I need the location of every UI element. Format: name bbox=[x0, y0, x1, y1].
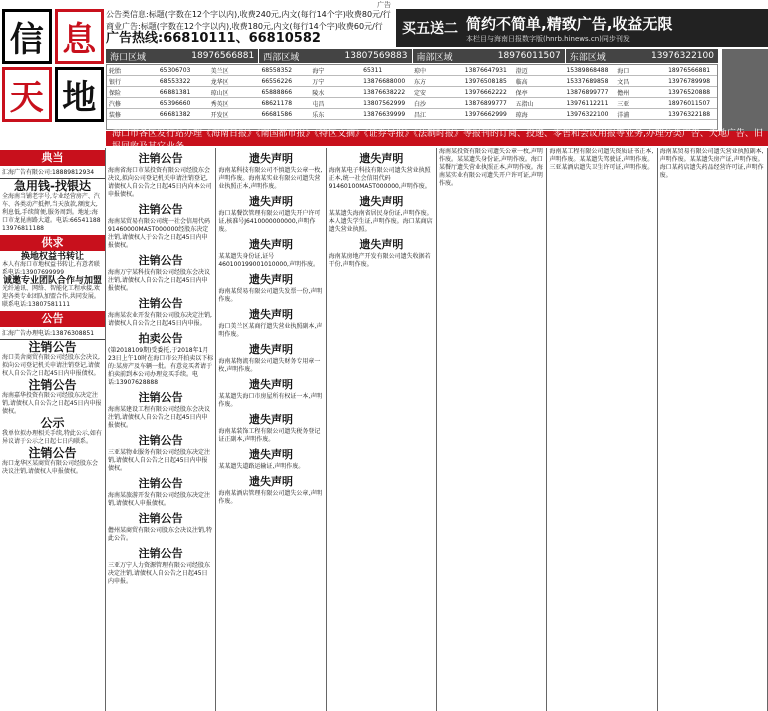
notice-title: 注销公告 bbox=[138, 297, 183, 310]
directory-cell: 汽修 bbox=[109, 100, 122, 108]
notice-body: 海南某农业开发有限公司股东决定注销,请债权人自公告之日起45日内申报。 bbox=[108, 312, 212, 327]
notice-body: 海南某科技有限公司不慎遗失公章一枚,声明作废。海南某实业有限公司遗失营业执照正本,声明作废。 bbox=[218, 167, 323, 190]
notice-title: 遗失声明 bbox=[248, 195, 293, 208]
directory-cell: 东方 bbox=[413, 78, 426, 86]
directory-cell: 澄迈 bbox=[515, 67, 528, 75]
notice-body: 海南某电子科技有限公司遗失营业执照正本,统一社会信用代码91460100MA5T000000,声明作废。 bbox=[328, 167, 431, 190]
notice-title: 注销公告 bbox=[138, 152, 183, 165]
directory-cell: 66681586 bbox=[261, 110, 293, 118]
ad-title: 换地权益书转让 bbox=[20, 252, 84, 262]
directory-cell: 65396660 bbox=[159, 99, 191, 107]
notice-title: 遗失声明 bbox=[248, 475, 293, 488]
notice-title: 注销公告 bbox=[138, 512, 183, 525]
directory-cell: 龙华区 bbox=[210, 78, 229, 86]
directory-cell: 13876647931 bbox=[464, 66, 507, 74]
notice-body: 三亚万宁人力资源管理有限公司经股东决定注销,请债权人自公告之日起45日内申报。 bbox=[108, 562, 211, 585]
notice-column bbox=[327, 148, 437, 711]
notice-title: 公示 bbox=[40, 416, 65, 430]
pricing-line: 商业广告:标题(字数在12个字以内),收费180元,内文(每行14个字)收费60元/行 bbox=[106, 22, 383, 31]
logo bbox=[2, 9, 104, 117]
left-column bbox=[0, 148, 106, 711]
page-tag: 广告 bbox=[377, 1, 391, 9]
notice-body: 某某遗失身份证,证号460100199001010000,声明作废。 bbox=[218, 253, 319, 268]
directory-cell: 13976662999 bbox=[464, 110, 507, 118]
section-contact: 汇海广告有限公司:18889812934 bbox=[0, 168, 105, 179]
notice-title: 遗失声明 bbox=[248, 448, 293, 461]
notice-body: 海南某投资有限公司遗失公章一枚,声明作废。某某遗失身份证,声明作废。海口某餐厅遗失营业执照正本,声明作废。海南某实业有限公司遗失开户许可证,声明作废。 bbox=[439, 148, 543, 187]
directory-cell: 15389868488 bbox=[566, 66, 609, 74]
ad-title: 急用钱-找银达 bbox=[14, 179, 91, 193]
notice-title: 注销公告 bbox=[28, 378, 77, 392]
directory-cell: 13976520888 bbox=[668, 88, 711, 96]
directory-cell: 66881381 bbox=[159, 88, 191, 96]
directory-cell: 13876688000 bbox=[363, 77, 406, 85]
pricing-info bbox=[106, 9, 398, 47]
directory-cell: 临高 bbox=[515, 78, 528, 86]
notice-body: 海南某建设工程有限公司经股东会决议注销,请债权人自公告之日起45日内申报债权。 bbox=[108, 406, 211, 429]
pricing-line: 公告类信息:标题(字数在12个字以内),收费240元,内文(每行14个字)收费80元/行 bbox=[106, 10, 391, 19]
directory-cell: 13976322188 bbox=[668, 110, 711, 118]
notice-title: 注销公告 bbox=[138, 477, 183, 490]
directory-cell: 定安 bbox=[413, 89, 426, 97]
region-bar bbox=[106, 49, 718, 63]
notice-body: (第2018109期)受委托,于2018年1月23日上午10时在海口市公开拍卖以下标的:某房产及车辆一批。有意竞买者请于拍卖前到本公司办理竞买手续。电话:13907628888 bbox=[108, 347, 214, 386]
notice-body: 海南某物流有限公司遗失财务专用章一枚,声明作废。 bbox=[218, 358, 321, 373]
logo-char: 息 bbox=[55, 9, 105, 64]
directory-cell: 银行 bbox=[109, 78, 122, 86]
directory-cell: 琼海 bbox=[515, 111, 528, 119]
promo-banner bbox=[396, 9, 768, 47]
directory-cell: 13976322100 bbox=[566, 110, 609, 118]
notice-body: 海南某贸易有限公司遗失发票一份,声明作废。 bbox=[218, 288, 323, 303]
directory-cell: 13976508185 bbox=[464, 77, 507, 85]
directory-cell: 开发区 bbox=[210, 111, 229, 119]
directory-cell: 68621178 bbox=[261, 99, 293, 107]
logo-char: 地 bbox=[55, 67, 105, 122]
directory-cell: 洋浦 bbox=[617, 111, 630, 119]
logo-char: 天 bbox=[2, 67, 52, 122]
directory-cell: 65311 bbox=[363, 66, 383, 74]
notice-body: 海南嘉华投资有限公司经股东决定注销,请债权人自公告之日起45日内申报债权。 bbox=[2, 392, 102, 415]
directory-cell: 保亭 bbox=[515, 89, 528, 97]
directory-row bbox=[107, 98, 717, 109]
directory-cell: 屯昌 bbox=[312, 100, 325, 108]
directory-cell: 13876638222 bbox=[363, 88, 406, 96]
notice-body: 海南省海口市某投资有限公司经股东会决议,拟向公司登记机关申请注销登记,请债权人自公告之日起45日内向本公司申报债权。 bbox=[108, 167, 212, 198]
directory-cell: 13976789998 bbox=[668, 77, 711, 85]
notice-body: 海南某贸易有限公司遗失营业执照副本,声明作废。某某遗失房产证,声明作废。海口某药店遗失药品经营许可证,声明作废。 bbox=[659, 148, 764, 179]
ad-title: 诚邀专业团队合作与加盟 bbox=[2, 276, 102, 286]
directory-row bbox=[107, 76, 717, 87]
notice-body: 儋州某商贸有限公司股东会决议注销,特此公告。 bbox=[108, 527, 212, 542]
section-header: 供求 bbox=[0, 235, 105, 251]
notice-body: 三亚某物业服务有限公司经股东决定注销,请债权人自公告之日起45日内申报债权。 bbox=[108, 449, 211, 472]
banner-subtext: 本栏目与海南日报数字版(hnrb.hinews.cn)同步刊发 bbox=[466, 34, 630, 43]
directory-cell: 68553322 bbox=[159, 77, 191, 85]
directory-cell: 18976566881 bbox=[668, 66, 711, 74]
ad-body: 光纤通讯、网络、智能化工程承接,欢迎各类专业团队加盟合作,共同发展。联系电话:13807581111 bbox=[2, 285, 100, 308]
directory-cell: 美兰区 bbox=[210, 67, 229, 75]
notice-title: 遗失声明 bbox=[248, 152, 293, 165]
directory-cell: 海宁 bbox=[312, 67, 325, 75]
section-header: 典当 bbox=[0, 150, 105, 166]
notice-column bbox=[216, 148, 326, 711]
notice-column bbox=[658, 148, 768, 711]
notice-body: 海南某旅游开发有限公司经股东决定注销,请债权人申报债权。 bbox=[108, 492, 211, 507]
directory-cell: 13876639999 bbox=[363, 110, 406, 118]
directory-cell: 15337689858 bbox=[566, 77, 609, 85]
region-east: 东部区域 13976322100 bbox=[566, 49, 718, 63]
notice-body: 某某遗失海南省居民身份证,声明作废。本人遗失学生证,声明作废。海口某商店遗失营业执照。 bbox=[328, 210, 433, 233]
side-badge bbox=[722, 49, 768, 133]
directory-cell: 65888866 bbox=[261, 88, 293, 96]
notice-title: 遗失声明 bbox=[248, 343, 293, 356]
directory-cell: 66556226 bbox=[261, 77, 293, 85]
notice-body: 海口龙华区某商贸有限公司经股东会决议注销,请债权人申报债权。 bbox=[2, 460, 99, 475]
notice-title: 注销公告 bbox=[28, 340, 77, 354]
notice-title: 注销公告 bbox=[138, 547, 183, 560]
notice-body: 海口美兰区某商行遗失营业执照副本,声明作废。 bbox=[218, 323, 323, 338]
directory-row bbox=[107, 87, 717, 98]
directory-cell: 乐东 bbox=[312, 111, 325, 119]
notice-title: 遗失声明 bbox=[359, 238, 404, 251]
directory-cell: 陵水 bbox=[312, 89, 325, 97]
notice-body: 海南某房地产开发有限公司遗失收据若干份,声明作废。 bbox=[328, 253, 431, 268]
notice-body: 海南某贸易有限公司统一社会信用代码91460000MA5T000000经股东决定注销,请债权人于公告之日起45日内申报债权。 bbox=[108, 218, 211, 249]
notice-body: 海口美舍商贸有限公司经股东会决议,拟向公司登记机关申请注销登记,请债权人自公告之日起45日内申报债权。 bbox=[2, 354, 100, 377]
slogan: 简约不简单,精致广告,收益无限 bbox=[466, 14, 673, 33]
directory-cell: 13876899777 bbox=[566, 88, 609, 96]
hotline-number: 66810111、66810582 bbox=[163, 31, 321, 46]
directory-cell: 五指山 bbox=[515, 100, 534, 108]
directory-row bbox=[107, 65, 717, 76]
directory-cell: 海口 bbox=[617, 67, 630, 75]
logo-char: 信 bbox=[2, 9, 52, 64]
directory-cell: 文昌 bbox=[617, 78, 630, 86]
directory-cell: 昌江 bbox=[413, 111, 426, 119]
directory-cell: 18976011507 bbox=[668, 99, 711, 107]
directory-cell: 儋州 bbox=[617, 89, 630, 97]
region-west: 西部区域 13807569883 bbox=[259, 49, 411, 63]
region-south: 南部区域 18976011507 bbox=[413, 49, 565, 63]
directory-cell: 13807562999 bbox=[363, 99, 406, 107]
notice-title: 遗失声明 bbox=[248, 308, 293, 321]
notice-body: 海口某餐饮管理有限公司遗失开户许可证,核准号J6410000000000,声明作废。 bbox=[218, 210, 321, 233]
notice-title: 拍卖公告 bbox=[138, 332, 183, 345]
ad-body: 本人有海口市地权益书转让,有意者联系电话:13907699999 bbox=[2, 261, 100, 276]
notice-title: 遗失声明 bbox=[248, 273, 293, 286]
notice-title: 遗失声明 bbox=[248, 378, 293, 391]
directory-cell: 装修 bbox=[109, 111, 122, 119]
notice-title: 注销公告 bbox=[138, 434, 183, 447]
notice-title: 遗失声明 bbox=[359, 195, 404, 208]
directory-cell: 保险 bbox=[109, 89, 122, 97]
directory-cell: 65306703 bbox=[159, 66, 191, 74]
notice-column bbox=[547, 148, 657, 711]
promo-text: 买五送二 bbox=[402, 21, 458, 37]
directory-cell: 13876899777 bbox=[464, 99, 507, 107]
region-hainan: 海口区域 18976566881 bbox=[106, 49, 258, 63]
directory-cell: 白沙 bbox=[413, 100, 426, 108]
notice-column bbox=[106, 148, 216, 711]
directory-table bbox=[106, 64, 718, 130]
notice-title: 遗失声明 bbox=[359, 152, 404, 165]
directory-cell: 68558352 bbox=[261, 66, 293, 74]
directory-cell: 三亚 bbox=[617, 100, 630, 108]
ad-body: 全海南当铺老字号,专业经营房产、汽车、各类动产抵押,当天放款,额度大,利息低,手续简便,服务周到。地址:海口市龙昆南路大道。电话:66541188 13976811188 bbox=[2, 193, 101, 232]
section-contact: 汇海广告办理电话:13876308851 bbox=[0, 329, 105, 340]
section-header: 公告 bbox=[0, 311, 105, 327]
hotline-label: 广告热线: bbox=[106, 31, 164, 46]
directory-cell: 66681382 bbox=[159, 110, 191, 118]
directory-cell: 琼中 bbox=[413, 67, 426, 75]
notice-body: 我单位拟办理相关手续,特此公示,如有异议请于公示之日起七日内联系。 bbox=[2, 430, 102, 445]
directory-cell: 13976112211 bbox=[566, 99, 609, 107]
notice-title: 注销公告 bbox=[138, 203, 183, 216]
service-strip: 海口市各区发行站办理《海南日报》《南国都市报》《特区文摘》《证券导报》《法制时报》等报刊的订阅、投递、零售和会议用报等业务,办理分类广告、天地广告、旧报回收及其它业务。 bbox=[106, 131, 768, 146]
notice-body: 某某遗失道路运输证,声明作废。 bbox=[218, 463, 305, 470]
directory-cell: 13976662222 bbox=[464, 88, 507, 96]
notice-title: 遗失声明 bbox=[248, 413, 293, 426]
notice-title: 注销公告 bbox=[138, 391, 183, 404]
notice-body: 海南某工程有限公司遗失资质证书正本,声明作废。某某遗失驾驶证,声明作废。三亚某酒店遗失卫生许可证,声明作废。 bbox=[549, 148, 654, 171]
notice-column bbox=[437, 148, 547, 711]
directory-cell: 琼山区 bbox=[210, 89, 229, 97]
directory-cell: 万宁 bbox=[312, 78, 325, 86]
directory-row bbox=[107, 109, 717, 120]
notice-title: 遗失声明 bbox=[248, 238, 293, 251]
notice-title: 注销公告 bbox=[28, 446, 77, 460]
directory-cell: 轮胎 bbox=[109, 67, 122, 75]
notice-body: 海南万宁某科技有限公司经股东会决议注销,请债权人自公告之日起45日内申报债权。 bbox=[108, 269, 211, 292]
directory-cell: 秀英区 bbox=[210, 100, 229, 108]
notice-body: 某某遗失海口市房屋所有权证一本,声明作废。 bbox=[218, 393, 323, 408]
notice-columns bbox=[106, 148, 768, 711]
notice-body: 海南某酒店管理有限公司遗失公章,声明作废。 bbox=[218, 490, 323, 505]
notice-body: 海南某装饰工程有限公司遗失税务登记证正副本,声明作废。 bbox=[218, 428, 321, 443]
notice-title: 注销公告 bbox=[138, 254, 183, 267]
